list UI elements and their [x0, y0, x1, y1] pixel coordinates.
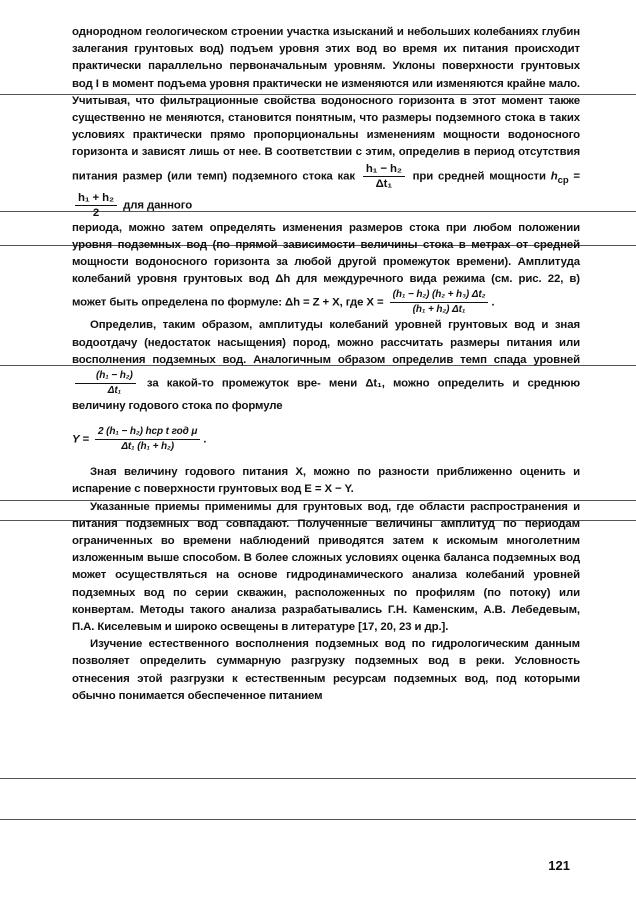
rate-fraction [75, 369, 136, 398]
paragraph: Зная величину годового питания X, можно по разности приближенно оценить и испарение с поверхности грунтовых вод E = X − Y. [72, 466, 580, 496]
paragraph-text: Определив, таким образом, амплитуды колебаний уровней грунтовых вод и зная водоотдачу (недостаток насыщения) пород, можно рассчитать размеры питания или восполнения подземных вод. Аналогичным образом [72, 319, 580, 366]
x-fraction [390, 288, 489, 317]
fraction-numerator: (h₁ − h₂) (h₂ + h₃) Δt₂ [390, 288, 489, 303]
paragraph-text: при средней мощности [412, 170, 546, 183]
hcp-fraction [75, 191, 117, 220]
formula-equals: = [573, 170, 580, 183]
paragraph-text: периода, можно затем определять изменения размеров стока при любом положении уровня подземных вод (по прямой зависимости величины стока в метрах от средней мощности водоносного горизонта за любой другой промежуток времени). Амплитуда колебаний уровня грунтовых вод Δh для междуречного вида режима (см. рис. 22, в) может быть определена по [72, 221, 580, 309]
formula-symbol: h [550, 170, 558, 183]
fraction-numerator: (h₁ − h₂) [75, 369, 136, 384]
paragraph: периода, можно затем определять изменения размеров стока при любом положении уровня подземных вод (по прямой зависимости величины стока в метрах от средней мощности водоносного горизонта за любой другой промежуток времени). Амплитуда колебаний уровня грунтовых вод Δh для междуречного вида режима (см. рис. 22, в) может быть определена по формуле: Δh = Z + X, где X = $\frac{\text{(h₁ − h₂) (h₂ + h₃) Δt₂}}{\text{(h₁ + h₂) Δt₁}}$ . [72, 221, 580, 316]
fraction-denominator: Δt₁ [375, 177, 392, 190]
fraction-denominator: Δt₁ (h₁ + h₂) [121, 441, 174, 453]
fraction-numerator: h₁ + h₂ [75, 191, 117, 206]
paragraph-text: за какой-то промежуток вре- [146, 377, 321, 390]
paragraph-text: для данного [123, 199, 193, 212]
fraction-numerator: 2 (h₁ − h₂) hср t год μ [95, 425, 200, 440]
paragraph: Указанные приемы применимы для грунтовых вод, где области распространения и питания подземных вод совпадают. Полученные величины амплитуд по периодам ограниченных во времени наблюдений приводятся затем к искомым многолетним изложенным выше способом. В более сложных условиях оценка баланса подземных вод может осуществляться на основе гидродинамического анализа колебаний уровней подземных вод по серии скважин, расположенных по профилям (по потоку) или конвертам. Методы такого анализа разрабатывались Г.Н. Каменским, А.В. Лебедевым, П.А. Киселевым и широко освещены в литературе [17, 20, 23 и др.]. [72, 500, 580, 634]
page-number: 121 [548, 858, 570, 873]
formula-lead: Y = [72, 433, 89, 446]
paragraph [72, 317, 580, 415]
formula-subscript: ср [557, 174, 569, 186]
fraction-denominator: Δt₁ [107, 385, 121, 397]
paragraph-text: однородном геологическом строении участка изысканий и небольших колебаниях глубин залегания грунтовых вод) подъем уровня этих вод во время их питания происходит практически параллельно первоначальным уровням. Уклоны поверхности грунтовых вод I в момент подъема уровня практически не изменяются или изменяются крайне мало. Учитывая, что фильтрационные свойства водоносного горизонта в этот момент также существенно не меняются, становится понятным, что размеры подземного стока в таких условиях практически прямо пропорциональны изменениям мощности водоносного горизонта и зависят лишь от нее. В соответствии с этим, определив в период отсутствия питания размер (или темп) подземного стока как [72, 26, 580, 183]
paragraph [72, 24, 580, 220]
y-formula: Y = $\frac{\text{2 (h₁ − h₂) hср t год μ}}{\text{Δt₁ (h₁ + h₂)}}$ . [72, 426, 207, 453]
fraction-numerator: h₁ − h₂ [363, 162, 405, 177]
formula-lead: формуле: Δh = Z + X, где X = [227, 296, 384, 309]
paragraph: Изучение естественного восполнения подземных вод по гидрологическим данным позволяет определить суммарную разгрузку подземных вод в реки. Условность отнесения этой разгрузки к естественным ресурсам подземных вод, под которыми обычно понимается обеспеченное питанием [72, 638, 580, 702]
scan-line [0, 778, 636, 779]
body-text [72, 24, 580, 705]
fraction-denominator: 2 [92, 206, 100, 219]
runoff-fraction [363, 162, 405, 191]
y-fraction [95, 425, 200, 454]
paragraph-text: определив темп спада уровней [392, 353, 580, 366]
paragraph-text: мени Δt₁, можно определить и среднюю величину годового стока по формуле [72, 377, 580, 413]
fraction-denominator: (h₁ + h₂) Δt₁ [412, 304, 466, 316]
scan-line [0, 819, 636, 820]
